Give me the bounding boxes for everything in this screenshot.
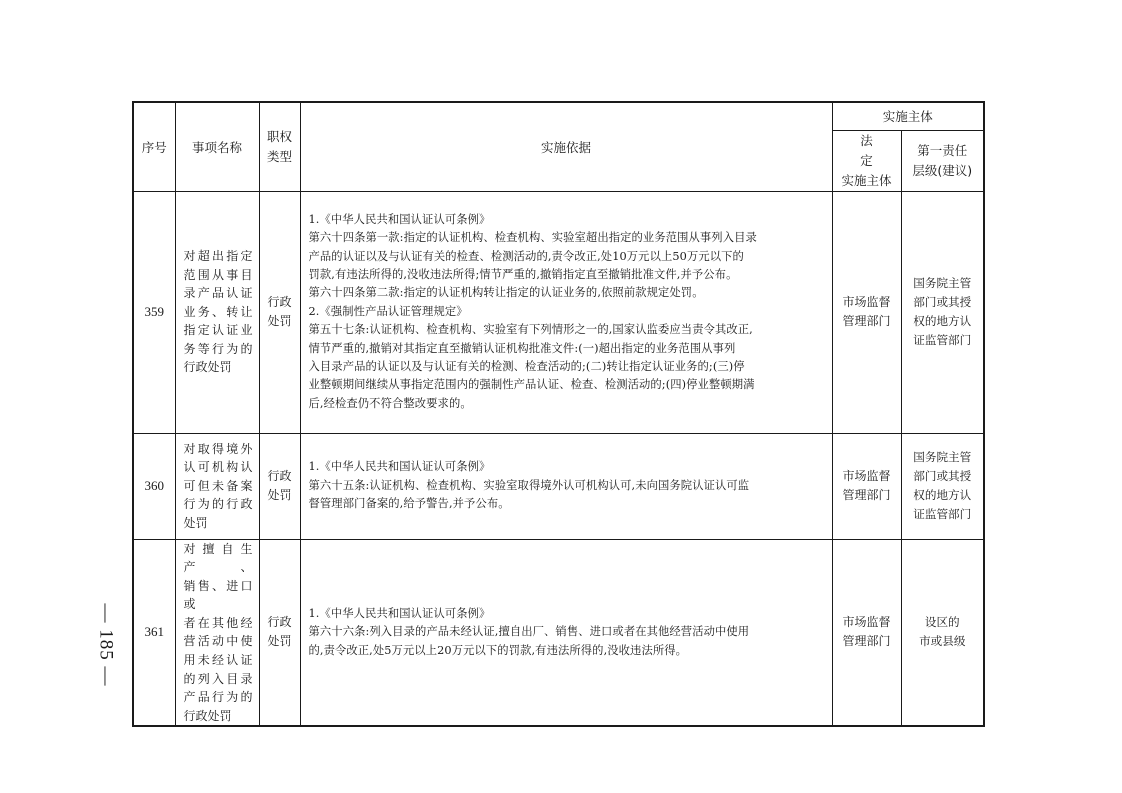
row-item-name-line: 业务、转让 <box>183 304 253 319</box>
basis-line: 后,经检查仍不符合整改要求的。 <box>308 396 472 410</box>
header-legal-implementer <box>832 130 922 191</box>
row-primary-level-line: 证监管部门 <box>913 333 972 347</box>
basis-line: 第六十六条:列入目录的产品未经认证,擅自出厂、销售、进口或者在其他经营活动中使用 <box>308 625 750 639</box>
row-primary-level <box>901 433 984 539</box>
row-authority-type <box>259 433 300 539</box>
row-legal-implementer-line: 管理部门 <box>842 488 891 502</box>
header-authority-type-line: 职权 <box>266 128 292 144</box>
enforcement-items-table <box>132 101 985 727</box>
row-authority-type-line: 行政 <box>267 615 292 630</box>
basis-line: 情节严重的,撤销对其指定直至撤销认证机构批准文件:(一)超出指定的业务范围从事列 <box>308 341 736 355</box>
row-item-name-line: 处罚 <box>183 515 208 530</box>
row-authority-type-line: 行政 <box>267 469 292 483</box>
row-item-name-line: 销售、进口或 <box>183 578 253 612</box>
row-legal-implementer <box>832 539 901 726</box>
basis-line: 2.《强制性产品认证管理规定》 <box>308 304 468 318</box>
row-legal-implementer-line: 市场监督 <box>842 295 891 309</box>
header-seq: 序号 <box>133 102 175 191</box>
row-authority-type <box>259 191 300 433</box>
basis-line: 督管理部门备案的,给予警告,并予公布。 <box>308 497 510 511</box>
row-seq: 360 <box>133 433 175 539</box>
row-item-name <box>175 539 259 726</box>
row-primary-level-line: 市或县级 <box>919 634 966 649</box>
row-item-name-line: 对擅自生产、 <box>183 541 253 575</box>
table-row <box>133 191 984 433</box>
row-item-name-line: 指定认证业 <box>183 323 253 338</box>
row-legal-implementer-line: 市场监督 <box>842 615 891 630</box>
table-row <box>133 539 984 726</box>
basis-line: 1.《中华人民共和国认证认可条例》 <box>308 212 491 226</box>
row-authority-type <box>259 539 300 726</box>
row-primary-level <box>901 191 984 433</box>
row-primary-level-line: 权的地方认 <box>913 314 972 328</box>
row-basis <box>300 433 832 539</box>
row-item-name-line: 务等行为的 <box>183 341 253 356</box>
row-primary-level-line: 部门或其授 <box>913 295 972 309</box>
row-item-name-line: 用未经认证 <box>183 653 253 668</box>
row-item-name-line: 对超出指定 <box>183 248 253 263</box>
header-primary-level-line: 第一责任 <box>917 142 968 158</box>
row-authority-type-line: 处罚 <box>267 488 292 502</box>
page-number-text: — 185 — <box>95 603 116 687</box>
basis-line: 业整顿期间继续从事指定范围内的强制性产品认证、检查、检测活动的;(四)停业整顿期满 <box>308 378 755 392</box>
row-primary-level <box>901 539 984 726</box>
row-legal-implementer <box>832 433 901 539</box>
row-item-name-line: 范围从事目 <box>183 267 253 282</box>
header-legal-implementer-line: 法 定 <box>860 132 922 168</box>
row-item-name-line: 可但未备案 <box>183 478 253 493</box>
row-item-name-line: 行政处罚 <box>183 708 232 723</box>
row-item-name-line: 者在其他经 <box>183 615 253 630</box>
row-item-name-line: 营活动中使 <box>183 634 253 649</box>
row-primary-level-line: 国务院主管 <box>913 276 972 290</box>
header-item-name: 事项名称 <box>175 102 259 191</box>
row-item-name-line: 对取得境外 <box>183 441 253 456</box>
basis-line: 产品的认证以及与认证有关的检查、检测活动的,责令改正,处10万元以上50万元以下的 <box>308 249 744 263</box>
basis-line: 的,责令改正,处5万元以上20万元以下的罚款,有违法所得的,没收违法所得。 <box>308 643 688 657</box>
row-item-name <box>175 433 259 539</box>
row-item-name-line: 的列入目录 <box>183 671 253 686</box>
header-implementer-group: 实施主体 <box>832 102 984 130</box>
row-seq: 359 <box>133 191 175 433</box>
basis-line: 入目录产品的认证以及与认证有关的检测、检查活动的;(二)转让指定认证业务的;(三)停 <box>308 360 745 374</box>
row-primary-level-line: 国务院主管 <box>913 450 972 464</box>
row-item-name-line: 产品行为的 <box>183 690 253 705</box>
basis-line: 第五十七条:认证机构、检查机构、实验室有下列情形之一的,国家认监委应当责令其改正, <box>308 323 753 337</box>
row-legal-implementer <box>832 191 901 433</box>
row-basis <box>300 191 832 433</box>
row-legal-implementer-line: 管理部门 <box>842 634 891 649</box>
basis-line: 1.《中华人民共和国认证认可条例》 <box>308 460 491 474</box>
row-primary-level-line: 证监管部门 <box>913 507 972 521</box>
header-legal-implementer-line: 实施主体 <box>841 172 892 188</box>
row-item-name <box>175 191 259 433</box>
basis-line: 1.《中华人民共和国认证认可条例》 <box>308 606 491 620</box>
row-authority-type-line: 行政 <box>267 295 292 309</box>
row-item-name-line: 录产品认证 <box>183 286 253 301</box>
row-legal-implementer-line: 市场监督 <box>842 469 891 483</box>
header-basis: 实施依据 <box>300 102 832 191</box>
header-primary-level-line: 层级(建议) <box>912 162 973 178</box>
row-primary-level-line: 部门或其授 <box>913 469 972 483</box>
row-seq: 361 <box>133 539 175 726</box>
row-item-name-line: 行为的行政 <box>183 497 253 512</box>
row-authority-type-line: 处罚 <box>267 314 292 328</box>
basis-line: 第六十五条:认证机构、检查机构、实验室取得境外认可机构认可,未向国务院认证认可监 <box>308 478 750 492</box>
page-number <box>90 590 120 700</box>
row-primary-level-line: 权的地方认 <box>913 488 972 502</box>
table-row <box>133 433 984 539</box>
row-authority-type-line: 处罚 <box>267 634 292 649</box>
row-primary-level-line: 设区的 <box>924 615 960 630</box>
header-authority-type <box>259 102 300 191</box>
row-item-name-line: 行政处罚 <box>183 360 232 375</box>
row-basis <box>300 539 832 726</box>
basis-line: 第六十四条第二款:指定的认证机构转让指定的认证业务的,依照前款规定处罚。 <box>308 286 704 300</box>
header-authority-type-line: 类型 <box>266 148 292 164</box>
basis-line: 罚款,有违法所得的,没收违法所得;情节严重的,撤销指定直至撤销批准文件,并予公布。 <box>308 267 738 281</box>
row-legal-implementer-line: 管理部门 <box>842 314 891 328</box>
basis-line: 第六十四条第一款:指定的认证机构、检查机构、实验室超出指定的业务范围从事列入目录 <box>308 231 757 245</box>
row-item-name-line: 认可机构认 <box>183 460 253 475</box>
